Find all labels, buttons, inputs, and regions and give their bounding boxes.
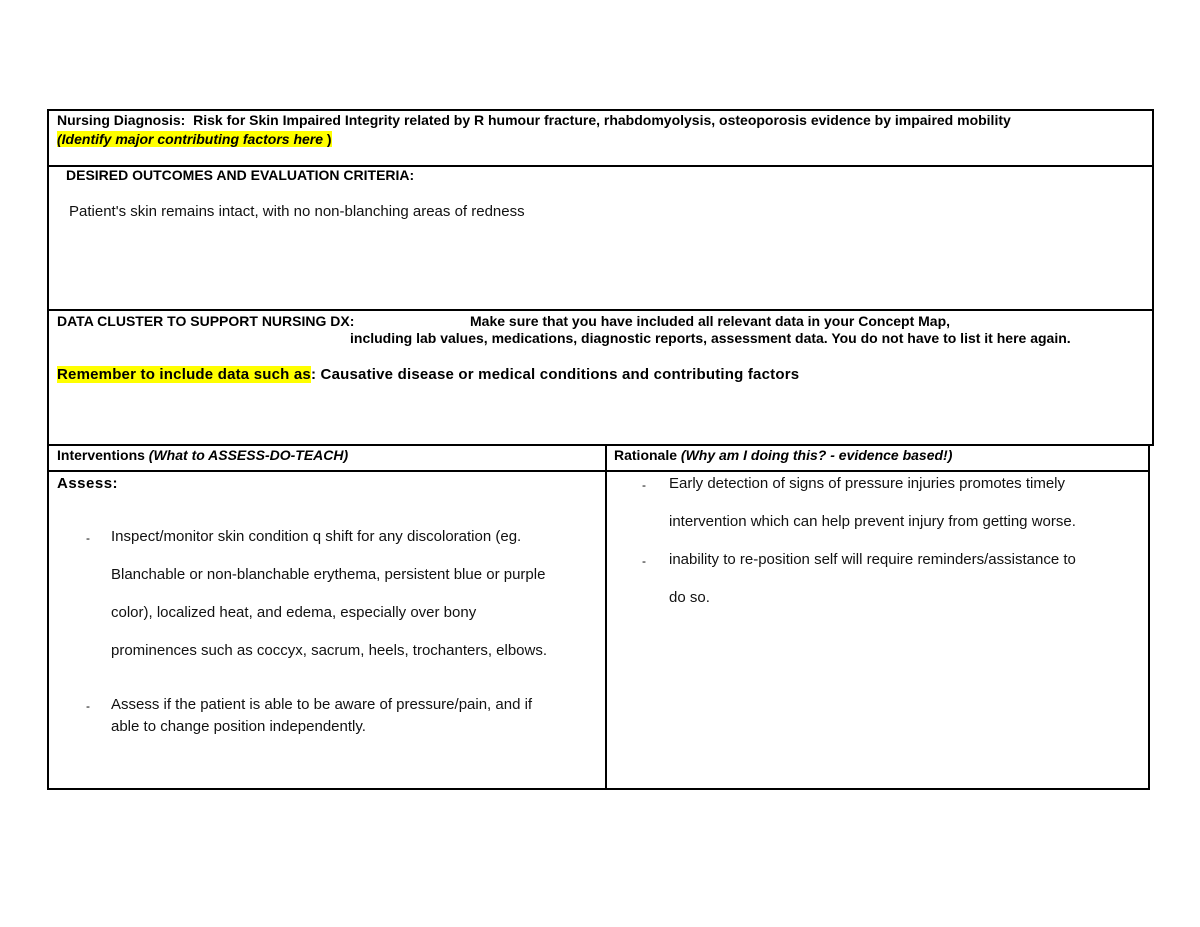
intervention-2-line-2: able to change position independently.: [111, 718, 366, 735]
intervention-1-line-4: prominences such as coccyx, sacrum, heels, trochanters, elbows.: [111, 642, 548, 659]
diagnosis-hint-line: [57, 131, 332, 148]
interventions-header-label: Interventions: [57, 447, 149, 463]
outcomes-cell: [47, 165, 1154, 311]
rationale-header-hint: (Why am I doing this? - evidence based!): [680, 447, 953, 463]
interventions-header-hint: (What to ASSESS-DO-TEACH): [148, 447, 349, 463]
reminder-label: Remember to include data such as: [57, 366, 311, 383]
intervention-1-line-3: color), localized heat, and edema, especially over bony: [111, 604, 477, 621]
data-cluster-note-line2: including lab values, medications, diagnostic reports, assessment data. You do not have to list it here again.: [350, 330, 1071, 346]
reminder-text: : Causative disease or medical conditions and contributing factors: [310, 366, 800, 383]
assess-label: Assess:: [57, 475, 119, 492]
diagnosis-paren-close: ): [323, 131, 332, 147]
rationale-bullet-2: -: [642, 554, 646, 568]
rationale-header-label: Rationale: [614, 447, 681, 463]
data-cluster-reminder: [57, 366, 799, 384]
rationale-header: [614, 447, 952, 464]
rationale-1-line-2: intervention which can help prevent injury from getting worse.: [669, 513, 1076, 530]
diagnosis-text: Risk for Skin Impaired Integrity related by R humour fracture, rhabdomyolysis, osteoporosis evidence by impaired mobility: [193, 112, 1011, 128]
data-cluster-heading: DATA CLUSTER TO SUPPORT NURSING DX:: [57, 313, 355, 329]
interventions-header: [57, 447, 348, 464]
rationale-2-line-2: do so.: [669, 589, 710, 606]
rationale-bullet-1: -: [642, 478, 646, 492]
outcomes-heading: DESIRED OUTCOMES AND EVALUATION CRITERIA:: [66, 167, 415, 183]
diagnosis-label: Nursing Diagnosis:: [57, 112, 186, 128]
interventions-body-cell: [47, 470, 607, 790]
intervention-1-line-2: Blanchable or non-blanchable erythema, persistent blue or purple: [111, 566, 546, 583]
intervention-bullet-1: -: [86, 531, 90, 545]
diagnosis-hint: Identify major contributing factors here: [61, 131, 324, 147]
rationale-1-line-1: Early detection of signs of pressure injuries promotes timely: [669, 475, 1066, 492]
intervention-bullet-2: -: [86, 699, 90, 713]
data-cluster-note-line1: Make sure that you have included all relevant data in your Concept Map,: [470, 313, 951, 329]
intervention-2-line-1: Assess if the patient is able to be aware of pressure/pain, and if: [111, 696, 533, 713]
outcomes-text: Patient's skin remains intact, with no non-blanching areas of redness: [69, 203, 525, 220]
rationale-2-line-1: inability to re-position self will require reminders/assistance to: [669, 551, 1076, 568]
intervention-1-line-1: Inspect/monitor skin condition q shift for any discoloration (eg.: [111, 528, 522, 545]
diagnosis-line: [57, 112, 1011, 129]
diagnosis-paren-open: (: [57, 131, 62, 147]
